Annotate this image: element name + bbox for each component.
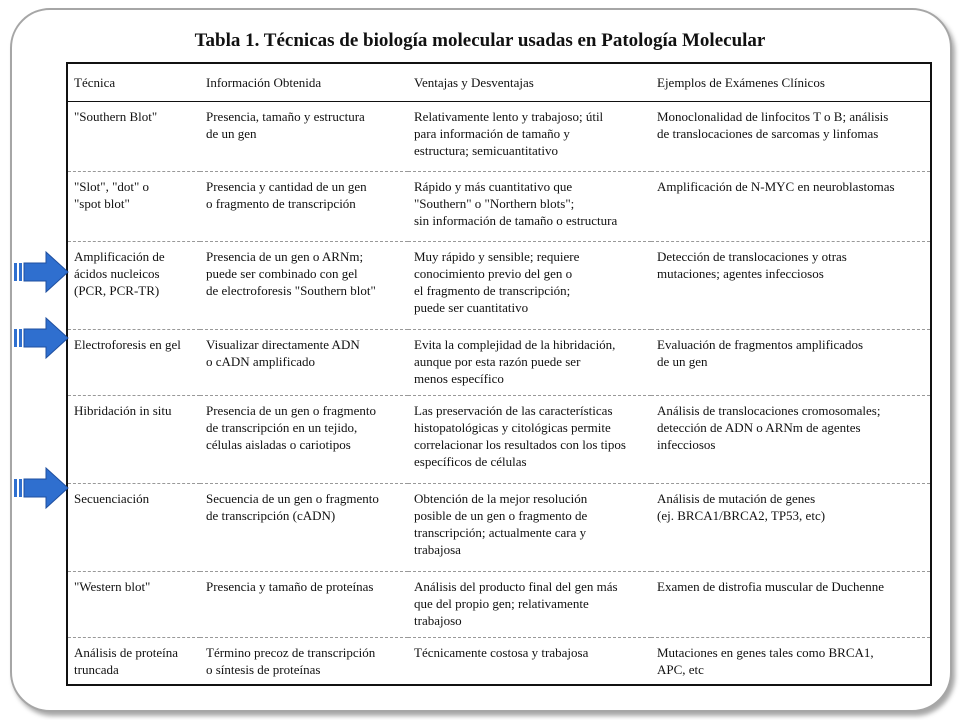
cell-tecnica: "Western blot" — [68, 572, 200, 638]
right-arrow-icon — [14, 316, 70, 360]
table-row — [68, 172, 930, 242]
cell-ventajas: Evita la complejidad de la hibridación, aunque por esta razón puede ser menos específico — [408, 330, 651, 396]
cell-informacion: Término precoz de transcripción o síntesis de proteínas — [206, 645, 376, 677]
cell-ventajas: Análisis del producto final del gen más que del propio gen; relativamente trabajoso — [408, 572, 651, 638]
cell-tecnica: "Southern Blot" — [68, 102, 200, 172]
cell-informacion: Presencia de un gen o ARNm; puede ser combinado con gel de electroforesis "Southern blot" — [200, 242, 408, 330]
cell-ejemplos: Análisis de mutación de genes (ej. BRCA1/BRCA2, TP53, etc) — [651, 484, 930, 572]
header-tecnica: Técnica — [68, 64, 200, 102]
table-row — [68, 330, 930, 396]
cell-tecnica: Hibridación in situ — [68, 396, 200, 484]
header-ejemplos: Ejemplos de Exámenes Clínicos — [651, 64, 930, 102]
cell-ejemplos: Análisis de translocaciones cromosomales; detección de ADN o ARNm de agentes infecciosos — [651, 396, 930, 484]
cell-informacion: Presencia y tamaño de proteínas — [200, 572, 408, 638]
cell-ventajas: Muy rápido y sensible; requiere conocimiento previo del gen o el fragmento de transcripción; puede ser cuantitativo — [408, 242, 651, 330]
cell-tecnica: Amplificación de ácidos nucleicos (PCR, PCR-TR) — [68, 242, 200, 330]
table-row — [68, 484, 930, 572]
header-informacion: Información Obtenida — [200, 64, 408, 102]
cell-tecnica: Electroforesis en gel — [68, 330, 200, 396]
cell-informacion: Secuencia de un gen o fragmento de transcripción (cADN) — [200, 484, 408, 572]
cell-ventajas: Rápido y más cuantitativo que "Southern" o "Northern blots"; sin información de tamaño o estructura — [408, 172, 651, 242]
table-title: Tabla 1. Técnicas de biología molecular usadas en Patología Molecular — [194, 30, 766, 51]
cell-tecnica: "Slot", "dot" o "spot blot" — [68, 172, 200, 242]
cell-informacion: Visualizar directamente ADN o cADN amplificado — [200, 330, 408, 396]
cell-ejemplos: Amplificación de N-MYC en neuroblastomas — [651, 172, 930, 242]
cell-ejemplos: Evaluación de fragmentos amplificados de un gen — [651, 330, 930, 396]
table-container — [66, 62, 932, 686]
cell-ventajas: Técnicamente costosa y trabajosa — [414, 645, 589, 660]
cell-ventajas: Las preservación de las características histopatológicas y citológicas permite correlacionar los resultados con los tipos específicos de células — [408, 396, 651, 484]
cell-ventajas: Obtención de la mejor resolución posible de un gen o fragmento de transcripción; actualmente cara y trabajosa — [408, 484, 651, 572]
cell-tecnica: Análisis de proteína truncada — [74, 645, 178, 677]
cell-ejemplos: Examen de distrofia muscular de Duchenne — [651, 572, 930, 638]
cell-tecnica: Secuenciación — [68, 484, 200, 572]
cell-informacion: Presencia de un gen o fragmento de transcripción en un tejido, células aisladas o cariotipos — [200, 396, 408, 484]
table-row — [68, 242, 930, 330]
cell-informacion: Presencia, tamaño y estructura de un gen — [200, 102, 408, 172]
table-row — [68, 572, 930, 638]
table-header-row — [68, 64, 930, 102]
techniques-table — [68, 64, 930, 694]
table-row — [68, 102, 930, 172]
cell-informacion: Presencia y cantidad de un gen o fragmento de transcripción — [200, 172, 408, 242]
cell-ejemplos: Detección de translocaciones y otras mutaciones; agentes infecciosos — [651, 242, 930, 330]
cell-ejemplos: Monoclonalidad de linfocitos T o B; análisis de translocaciones de sarcomas y linfomas — [651, 102, 930, 172]
right-arrow-icon — [14, 466, 70, 510]
table-row — [68, 396, 930, 484]
cell-ejemplos: Mutaciones en genes tales como BRCA1, APC, etc — [657, 645, 874, 677]
right-arrow-icon — [14, 250, 70, 294]
header-ventajas: Ventajas y Desventajas — [408, 64, 651, 102]
table-row — [68, 638, 930, 695]
cell-ventajas: Relativamente lento y trabajoso; útil para información de tamaño y estructura; semicuantitativo — [408, 102, 651, 172]
